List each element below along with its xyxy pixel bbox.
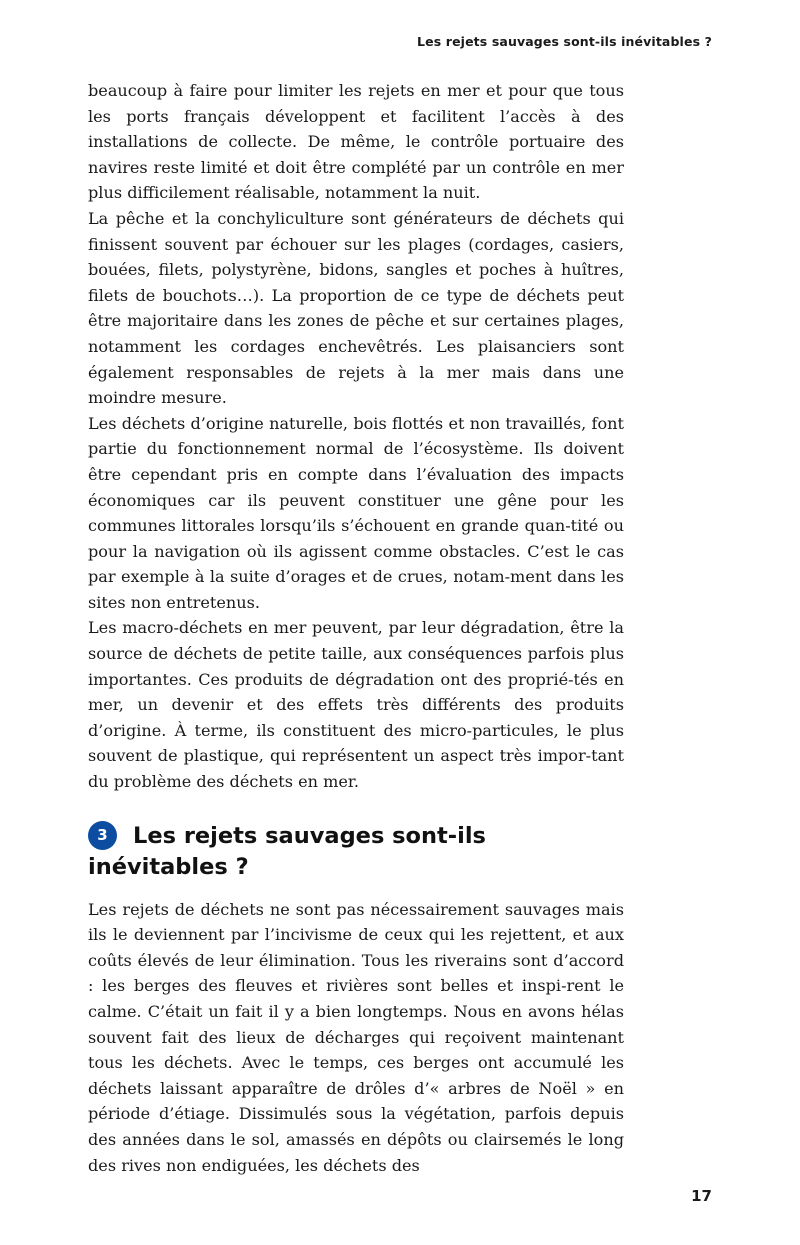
paragraph: Les rejets de déchets ne sont pas nécessairement sauvages mais ils le deviennent par l’incivisme de ceux qui les rejettent, et aux coûts élevés de leur élimination. Tous les riverains sont d’accord : les berges des fleuves et rivières sont belles et inspi-rent le calme. C’était un fait il y a bien longtemps. Nous en avons hélas souvent fait des lieux de décharges qui reçoivent maintenant tous les déchets. Avec le temps, ces berges ont accumulé les déchets laissant apparaître de drôles d’« arbres de Noël » en période d’étiage. Dissimulés sous la végétation, parfois depuis des années dans le sol, amassés en dépôts ou clairsemés le long des rives non endiguées, les déchets des [88,899,624,1175]
section-number-badge: 3 [88,821,117,850]
paragraph: beaucoup à faire pour limiter les rejets en mer et pour que tous les ports français développent et facilitent l’accès à des installations de collecte. De même, le contrôle portuaire des navires reste limité et doit être complété par un contrôle en mer plus difficilement réalisable, notamment la nuit. [88,81,624,203]
section-heading [88,821,624,883]
running-head: Les rejets sauvages sont-ils inévitables ? [417,34,712,49]
paragraph: Les macro-déchets en mer peuvent, par leur dégradation, être la source de déchets de petite taille, aux conséquences parfois plus importantes. Ces produits de dégradation ont des proprié-tés en mer, un devenir et des effets très différents des produits d’origine. À terme, ils constituent des micro-particules, le plus souvent de plastique, qui représentent un aspect très impor-tant du problème des déchets en mer. [88,618,624,792]
paragraph: La pêche et la conchyliculture sont générateurs de déchets qui finissent souvent par échouer sur les plages (cordages, casiers, bouées, filets, polystyrène, bidons, sangles et poches à huîtres, filets de bouchots…). La proportion de ce type de déchets peut être majoritaire dans les zones de pêche et sur certaines plages, notamment les cordages enchevêtrés. Les plaisanciers sont également responsables de rejets à la mer mais dans une moindre mesure. [88,208,624,408]
page-number: 17 [691,1187,712,1205]
paragraph: Les déchets d’origine naturelle, bois flottés et non travaillés, font partie du fonctionnement normal de l’écosystème. Ils doivent être cependant pris en compte dans l’évaluation des impacts économiques car ils peuvent constituer une gêne pour les communes littorales lorsqu’ils s’échouent en grande quan-tité ou pour la navigation où ils agissent comme obstacles. C’est le cas par exemple à la suite d’orages et de crues, notam-ment dans les sites non entretenus. [88,413,624,612]
section-title: Les rejets sauvages sont-ils inévitables ? [88,822,486,880]
text-column [88,78,624,1178]
